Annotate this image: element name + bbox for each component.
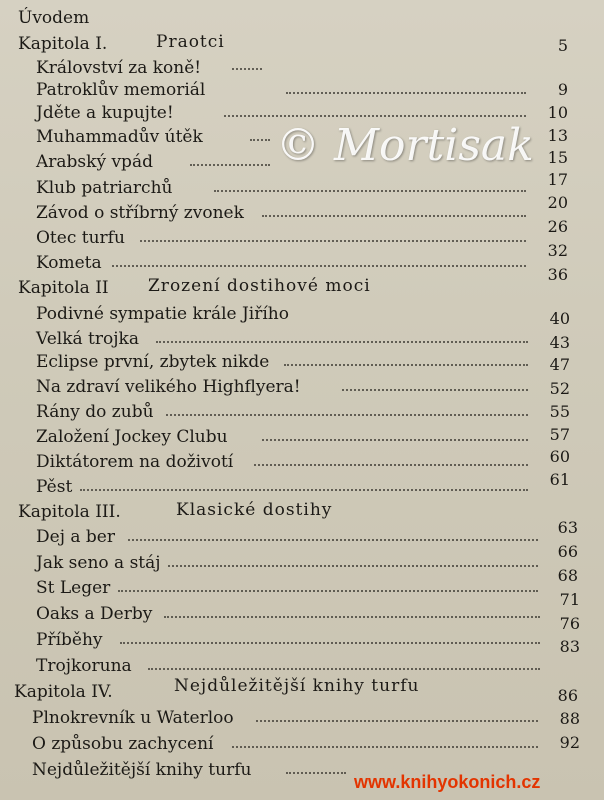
- toc-page-number: 13: [547, 126, 568, 145]
- chapter-2-title: Zrození dostihové moci: [148, 276, 371, 296]
- toc-page-number: 40: [549, 309, 570, 328]
- chapter-1-title: Praotci: [156, 32, 225, 52]
- toc-entry: Klub patriarchů: [36, 178, 173, 198]
- toc-page-number: 55: [549, 402, 570, 421]
- toc-entry: St Leger: [36, 578, 111, 598]
- dot-leader: [284, 360, 528, 366]
- toc-entry: Arabský vpád: [36, 152, 153, 172]
- dot-leader: [262, 435, 528, 441]
- toc-entry: Závod o stříbrný zvonek: [36, 203, 244, 223]
- chapter-3-title: Klasické dostihy: [176, 500, 333, 520]
- dot-leader: [148, 664, 540, 670]
- toc-entry: Jak seno a stáj: [36, 553, 161, 573]
- dot-leader: [120, 638, 540, 644]
- toc-page-number: 61: [549, 470, 570, 489]
- toc-entry: Dej a ber: [36, 527, 115, 547]
- dot-leader: [256, 716, 538, 722]
- dot-leader: [166, 410, 528, 416]
- toc-page-number: 32: [547, 241, 568, 260]
- toc-entry: Otec turfu: [36, 228, 125, 248]
- toc-entry: Pěst: [36, 477, 73, 497]
- chapter-4-page: 86: [557, 686, 578, 705]
- toc-entry: Oaks a Derby: [36, 604, 153, 624]
- toc-page-number: 66: [557, 542, 578, 561]
- toc-page-number: 9: [557, 80, 568, 99]
- chapter-1-page: 5: [557, 36, 568, 55]
- toc-page-number: 43: [549, 333, 570, 352]
- toc-page-number: 76: [559, 614, 580, 633]
- site-watermark: www.knihyokonich.cz: [354, 772, 541, 792]
- toc-entry: Nejdůležitější knihy turfu: [32, 760, 252, 780]
- toc-entry: O způsobu zachycení: [32, 734, 214, 754]
- dot-leader: [262, 211, 526, 217]
- toc-entry: Rány do zubů: [36, 402, 154, 422]
- toc-entry: Patroklův memoriál: [36, 80, 206, 100]
- toc-entry: Kometa: [36, 253, 102, 273]
- dot-leader: [232, 742, 538, 748]
- dot-leader: [118, 586, 538, 592]
- dot-leader: [112, 261, 526, 267]
- toc-page-number: 17: [547, 170, 568, 189]
- toc-entry: Jděte a kupujte!: [36, 103, 174, 123]
- toc-page-number: 57: [549, 425, 570, 444]
- chapter-3-label: Kapitola III.: [18, 502, 121, 522]
- dot-leader: [164, 612, 540, 618]
- toc-page-number: 92: [559, 733, 580, 752]
- toc-page-number: 83: [559, 637, 580, 656]
- toc-page-number: 60: [549, 447, 570, 466]
- toc-entry: Eclipse první, zbytek nikde: [36, 352, 270, 372]
- dot-leader: [140, 236, 526, 242]
- toc-entry: Muhammadův útěk: [36, 127, 203, 147]
- toc-entry: Království za koně!: [36, 58, 202, 78]
- dot-leader: [168, 561, 538, 567]
- toc-page-number: 88: [559, 709, 580, 728]
- toc-page-number: 47: [549, 355, 570, 374]
- toc-page-number: 68: [557, 566, 578, 585]
- toc-intro: Úvodem: [18, 8, 90, 28]
- chapter-1-label: Kapitola I.: [18, 34, 108, 54]
- dot-leader: [254, 460, 528, 466]
- dot-leader: [224, 111, 526, 117]
- chapter-2-label: Kapitola II: [18, 278, 109, 298]
- dot-leader: [342, 385, 528, 391]
- dot-leader: [250, 135, 270, 141]
- toc-page-number: 15: [547, 148, 568, 167]
- toc-entry: Podivné sympatie krále Jiřího: [36, 304, 289, 324]
- toc-entry: Trojkoruna: [36, 656, 132, 676]
- dot-leader: [214, 186, 526, 192]
- toc-page-number: 10: [547, 103, 568, 122]
- toc-page-number: 52: [549, 379, 570, 398]
- dot-leader: [232, 64, 262, 70]
- toc-entry: Plnokrevník u Waterloo: [32, 708, 234, 728]
- toc-page-number: 71: [559, 590, 580, 609]
- dot-leader: [286, 88, 526, 94]
- dot-leader: [156, 337, 528, 343]
- chapter-4-label: Kapitola IV.: [14, 682, 113, 702]
- toc-entry: Založení Jockey Clubu: [36, 427, 228, 447]
- chapter-4-title: Nejdůležitější knihy turfu: [174, 676, 420, 696]
- dot-leader: [286, 768, 346, 774]
- toc-entry: Příběhy: [36, 630, 103, 650]
- dot-leader: [80, 485, 528, 491]
- chapter-3-page: 63: [557, 518, 578, 537]
- copyright-watermark: © Mortisak: [276, 120, 534, 171]
- dot-leader: [128, 535, 538, 541]
- toc-page-number: 26: [547, 217, 568, 236]
- chapter-2-page: 36: [547, 265, 568, 284]
- toc-page-number: 20: [547, 193, 568, 212]
- toc-entry: Velká trojka: [36, 329, 139, 349]
- toc-entry: Na zdraví velikého Highflyera!: [36, 377, 301, 397]
- dot-leader: [190, 160, 270, 166]
- toc-entry: Diktátorem na doživotí: [36, 452, 234, 472]
